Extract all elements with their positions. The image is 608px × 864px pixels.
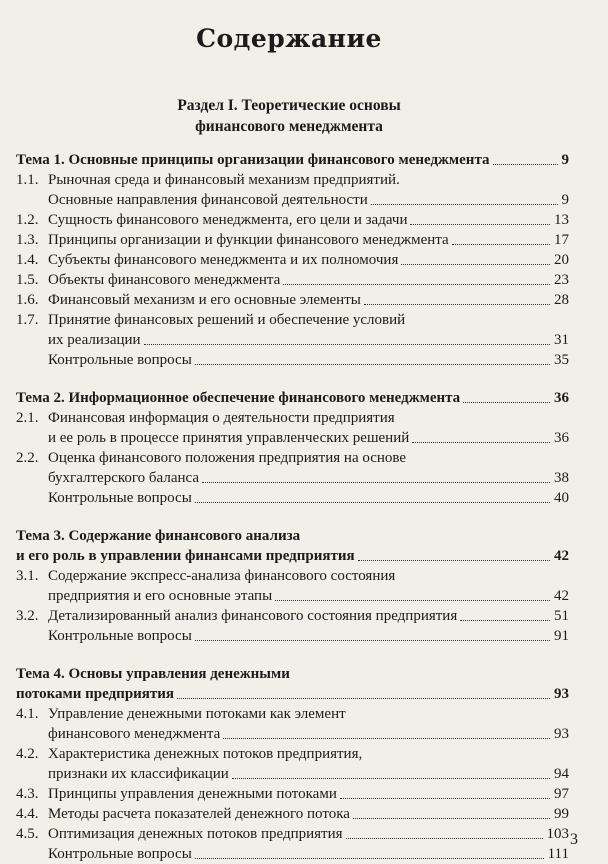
section-title-line-1: Раздел I. Теоретические основы bbox=[177, 97, 401, 114]
toc-item-page-number: 111 bbox=[547, 846, 569, 862]
toc-item-text: Содержание экспресс-анализа финансового состояния bbox=[48, 568, 396, 584]
toc-item-page-number: 35 bbox=[554, 352, 569, 368]
toc-item-row bbox=[16, 586, 569, 606]
dot-leader bbox=[364, 303, 550, 305]
toc-item-text: Сущность финансового менеджмента, его цели и задачи bbox=[48, 212, 408, 228]
toc-item-row bbox=[16, 844, 569, 864]
toc-item-row bbox=[16, 408, 569, 428]
toc-item-row bbox=[16, 804, 569, 824]
toc-item bbox=[48, 230, 569, 250]
topic-gap bbox=[16, 646, 569, 664]
toc-item-page-number: 42 bbox=[554, 588, 569, 604]
dot-leader bbox=[460, 619, 550, 621]
toc-item-row bbox=[16, 824, 569, 844]
toc-item-text: Контрольные вопросы bbox=[48, 628, 192, 644]
toc-item-row bbox=[16, 764, 569, 784]
toc-item-row bbox=[16, 230, 569, 250]
toc-item-page-number: 36 bbox=[554, 430, 569, 446]
toc-item bbox=[48, 626, 569, 646]
toc-item-number: 3.2. bbox=[16, 608, 39, 624]
toc-item-text: финансового менеджмента bbox=[48, 726, 221, 742]
toc-item-row bbox=[16, 250, 569, 270]
toc-item-row bbox=[16, 290, 569, 310]
dot-leader bbox=[358, 559, 550, 561]
toc-item bbox=[48, 270, 569, 290]
toc-item bbox=[48, 784, 569, 804]
toc-item-text: Методы расчета показателей денежного потока bbox=[48, 806, 350, 822]
dot-leader bbox=[195, 639, 550, 641]
toc-item-row bbox=[16, 704, 569, 724]
toc-item-text: Контрольные вопросы bbox=[48, 352, 192, 368]
topic-heading bbox=[16, 526, 300, 546]
topic-heading-row bbox=[16, 664, 569, 684]
toc-item-text: Субъекты финансового менеджмента и их полномочия bbox=[48, 252, 399, 268]
toc-item-text: Финансовый механизм и его основные элементы bbox=[48, 292, 361, 308]
section-title-line-2: финансового менеджмента bbox=[195, 118, 383, 135]
dot-leader bbox=[353, 817, 550, 819]
dot-leader bbox=[401, 263, 550, 265]
dot-leader bbox=[346, 837, 543, 839]
topic-gap bbox=[16, 370, 569, 388]
toc-item-text: Принципы организации и функции финансового менеджмента bbox=[48, 232, 449, 248]
dot-leader bbox=[493, 163, 558, 165]
toc-item-number: 2.1. bbox=[16, 410, 39, 426]
toc-item-number: 2.2. bbox=[16, 450, 39, 466]
toc-item bbox=[48, 190, 569, 210]
toc-item bbox=[48, 724, 569, 744]
toc-item bbox=[48, 606, 569, 626]
topic-heading bbox=[16, 546, 569, 566]
toc-item-row bbox=[16, 724, 569, 744]
topic-heading-row bbox=[16, 526, 569, 546]
toc-item-page-number: 40 bbox=[554, 490, 569, 506]
toc-item-text: Контрольные вопросы bbox=[48, 490, 192, 506]
topic-gap bbox=[16, 508, 569, 526]
toc-item bbox=[48, 448, 406, 468]
toc-item-text: Оптимизация денежных потоков предприятия bbox=[48, 826, 343, 842]
toc-item-text: Принятие финансовых решений и обеспечение условий bbox=[48, 312, 406, 328]
dot-leader bbox=[202, 481, 550, 483]
toc-item-number: 1.1. bbox=[16, 172, 39, 188]
toc-item-number: 1.6. bbox=[16, 292, 39, 308]
page-number: 3 bbox=[570, 831, 578, 848]
toc-item-page-number: 97 bbox=[554, 786, 569, 802]
toc-item bbox=[48, 566, 395, 586]
toc-item-row bbox=[16, 744, 569, 764]
toc-item-row bbox=[16, 566, 569, 586]
toc-item-text: Оценка финансового положения предприятия на основе bbox=[48, 450, 407, 466]
toc-item-number: 4.3. bbox=[16, 786, 39, 802]
toc-item-text: Принципы управления денежными потоками bbox=[48, 786, 337, 802]
toc-item-number: 4.5. bbox=[16, 826, 39, 842]
dot-leader bbox=[412, 441, 550, 443]
toc-item-row bbox=[16, 190, 569, 210]
toc-item-row bbox=[16, 330, 569, 350]
toc-item bbox=[48, 408, 395, 428]
toc-item-page-number: 13 bbox=[554, 212, 569, 228]
toc-item-text: Финансовая информация о деятельности предприятия bbox=[48, 410, 395, 426]
toc-item bbox=[48, 250, 569, 270]
dot-leader bbox=[463, 401, 550, 403]
dot-leader bbox=[232, 777, 550, 779]
dot-leader bbox=[195, 857, 544, 859]
topic-heading bbox=[16, 684, 569, 704]
toc-item-row bbox=[16, 468, 569, 488]
toc-item bbox=[48, 468, 569, 488]
toc-item-number: 4.1. bbox=[16, 706, 39, 722]
toc-item-row bbox=[16, 428, 569, 448]
topic-heading-row bbox=[16, 388, 569, 408]
dot-leader bbox=[371, 203, 558, 205]
toc-item-number: 1.5. bbox=[16, 272, 39, 288]
dot-leader bbox=[195, 363, 550, 365]
toc-item bbox=[48, 170, 400, 190]
topic-page-number: 36 bbox=[554, 390, 569, 406]
toc-item bbox=[48, 744, 362, 764]
toc-item-row bbox=[16, 270, 569, 290]
dot-leader bbox=[195, 501, 550, 503]
dot-leader bbox=[283, 283, 550, 285]
dot-leader bbox=[177, 697, 550, 699]
toc-item-page-number: 31 bbox=[554, 332, 569, 348]
topic-heading bbox=[16, 150, 569, 170]
topic-heading-text: Тема 1. Основные принципы организации финансового менеджмента bbox=[16, 152, 490, 168]
toc-item bbox=[48, 290, 569, 310]
toc-item bbox=[48, 350, 569, 370]
topic-heading-text: Тема 4. Основы управления денежными bbox=[16, 666, 290, 682]
toc-item-text: Управление денежными потоками как элемент bbox=[48, 706, 346, 722]
toc-item-page-number: 38 bbox=[554, 470, 569, 486]
toc-item-number: 3.1. bbox=[16, 568, 39, 584]
toc-item bbox=[48, 586, 569, 606]
dot-leader bbox=[452, 243, 550, 245]
toc-item-text: бухгалтерского баланса bbox=[48, 470, 200, 486]
toc-item-page-number: 99 bbox=[554, 806, 569, 822]
toc-item-row bbox=[16, 784, 569, 804]
toc-item-row bbox=[16, 626, 569, 646]
toc-item bbox=[48, 310, 405, 330]
toc-item-number: 1.7. bbox=[16, 312, 39, 328]
toc-item-text: признаки их классификации bbox=[48, 766, 229, 782]
toc-item-row bbox=[16, 170, 569, 190]
toc-item-text: Детализированный анализ финансового состояния предприятия bbox=[48, 608, 458, 624]
topic-page-number: 93 bbox=[554, 686, 569, 702]
section-title bbox=[0, 95, 578, 137]
toc-item-text: предприятия и его основные этапы bbox=[48, 588, 273, 604]
dot-leader bbox=[410, 223, 550, 225]
toc-item-page-number: 23 bbox=[554, 272, 569, 288]
topic-heading bbox=[16, 664, 290, 684]
dot-leader bbox=[340, 797, 550, 799]
toc-item-page-number: 94 bbox=[554, 766, 569, 782]
toc-item-row bbox=[16, 350, 569, 370]
topic-heading-text: Тема 2. Информационное обеспечение финансового менеджмента bbox=[16, 390, 461, 406]
toc-item-page-number: 17 bbox=[554, 232, 569, 248]
toc-item-text: и ее роль в процессе принятия управленческих решений bbox=[48, 430, 410, 446]
toc-item-text: Основные направления финансовой деятельности bbox=[48, 192, 368, 208]
toc-item bbox=[48, 704, 346, 724]
toc-item bbox=[48, 488, 569, 508]
toc-item-row bbox=[16, 488, 569, 508]
toc-item-number: 4.2. bbox=[16, 746, 39, 762]
toc-item-row bbox=[16, 606, 569, 626]
toc-item-page-number: 93 bbox=[554, 726, 569, 742]
toc-item-row bbox=[16, 210, 569, 230]
topic-heading bbox=[16, 388, 569, 408]
toc-item bbox=[48, 844, 569, 864]
toc-item bbox=[48, 824, 569, 844]
toc-item-page-number: 103 bbox=[546, 826, 569, 842]
toc-item-text: их реализации bbox=[48, 332, 141, 348]
toc-item-row bbox=[16, 310, 569, 330]
topic-heading-text: и его роль в управлении финансами предприятия bbox=[16, 548, 355, 564]
topic-heading-row bbox=[16, 546, 569, 566]
toc-item-page-number: 51 bbox=[554, 608, 569, 624]
toc-item-number: 4.4. bbox=[16, 806, 39, 822]
toc-item bbox=[48, 330, 569, 350]
toc-item-row bbox=[16, 448, 569, 468]
page-title: Содержание bbox=[196, 24, 382, 53]
topic-heading-row bbox=[16, 684, 569, 704]
table-of-contents bbox=[16, 150, 569, 864]
dot-leader bbox=[275, 599, 550, 601]
toc-item bbox=[48, 428, 569, 448]
toc-item-number: 1.2. bbox=[16, 212, 39, 228]
toc-item bbox=[48, 804, 569, 824]
topic-heading-text: потоками предприятия bbox=[16, 686, 175, 702]
toc-item-text: Контрольные вопросы bbox=[48, 846, 192, 862]
topic-heading-row bbox=[16, 150, 569, 170]
topic-page-number: 42 bbox=[554, 548, 569, 564]
toc-item-page-number: 91 bbox=[554, 628, 569, 644]
toc-item-number: 1.3. bbox=[16, 232, 39, 248]
dot-leader bbox=[223, 737, 550, 739]
toc-item bbox=[48, 210, 569, 230]
toc-item bbox=[48, 764, 569, 784]
toc-item-page-number: 9 bbox=[561, 192, 569, 208]
toc-item-text: Характеристика денежных потоков предприятия, bbox=[48, 746, 363, 762]
toc-item-page-number: 28 bbox=[554, 292, 569, 308]
dot-leader bbox=[144, 343, 550, 345]
toc-item-number: 1.4. bbox=[16, 252, 39, 268]
topic-page-number: 9 bbox=[561, 152, 569, 168]
toc-item-text: Объекты финансового менеджмента bbox=[48, 272, 281, 288]
toc-item-text: Рыночная среда и финансовый механизм предприятий. bbox=[48, 172, 400, 188]
toc-item-page-number: 20 bbox=[554, 252, 569, 268]
topic-heading-text: Тема 3. Содержание финансового анализа bbox=[16, 528, 301, 544]
